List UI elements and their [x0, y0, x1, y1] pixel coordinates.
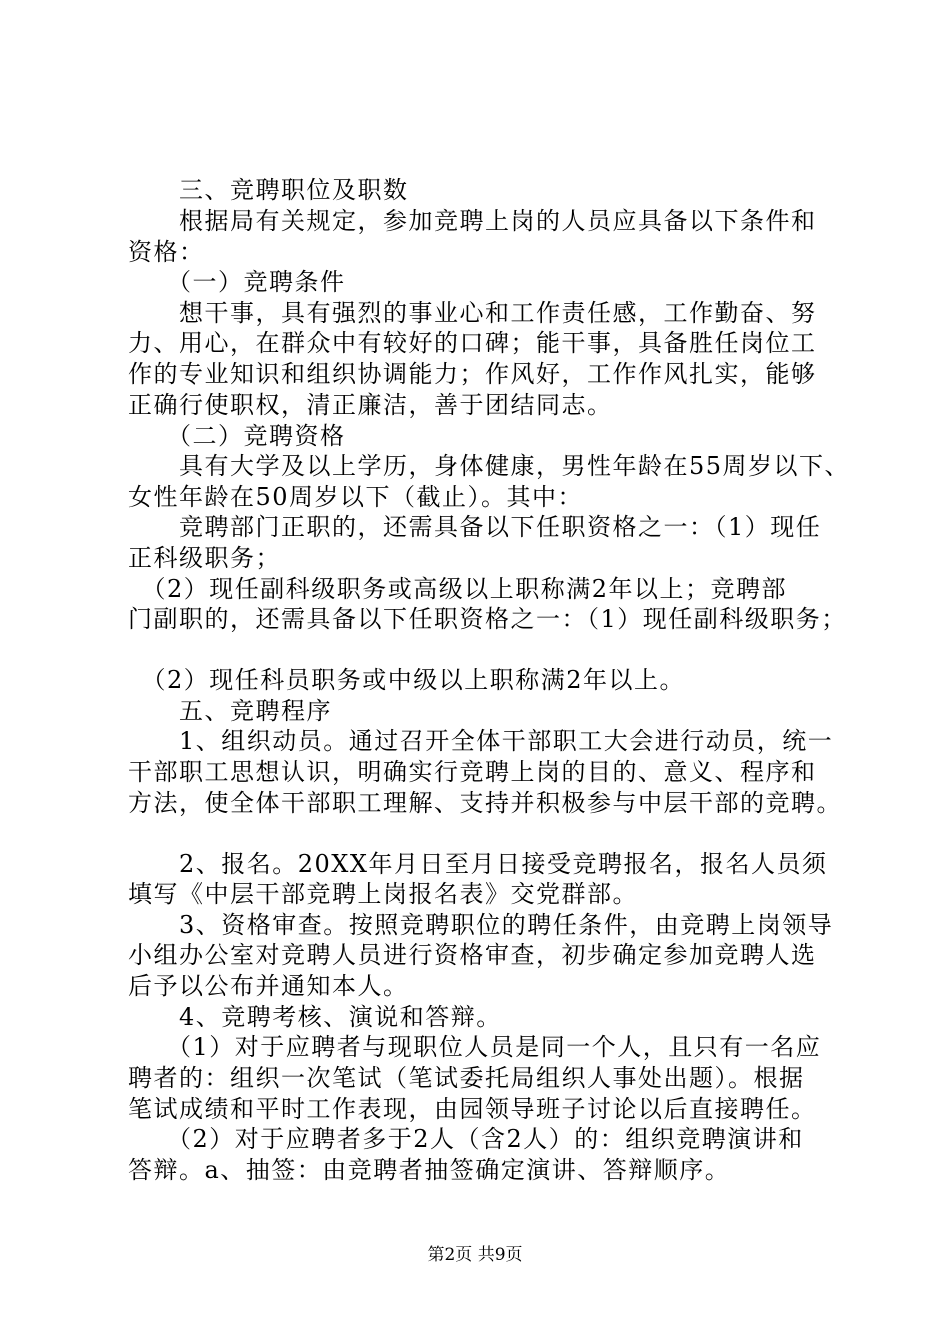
text-line: 想干事，具有强烈的事业心和工作责任感，工作勤奋、努 [128, 299, 817, 327]
text-line: 3、资格审查。按照竞聘职位的聘任条件，由竞聘上岗领导 [128, 911, 834, 939]
text-line: （2）现任副科级职务或高级以上职称满2年以上；竞聘部 [128, 575, 788, 603]
text-line: 方法，使全体干部职工理解、支持并积极参与中层干部的竞聘。 [128, 789, 842, 817]
text-line: 竞聘部门正职的，还需具备以下任职资格之一：（1）现任 [128, 513, 822, 541]
text-line: 1、组织动员。通过召开全体干部职工大会进行动员，统一 [128, 727, 834, 755]
text-line: 门副职的，还需具备以下任职资格之一：（1）现任副科级职务； [128, 605, 847, 633]
text-line: 2、报名。20XX年月日至月日接受竞聘报名，报名人员须 [128, 850, 828, 878]
text-line: （1）对于应聘者与现职位人员是同一个人，且只有一名应 [128, 1033, 822, 1061]
text-line: 答辩。a、抽签：由竞聘者抽签确定演讲、答辩顺序。 [128, 1156, 731, 1184]
text-line: 4、竞聘考核、演说和答辩。 [128, 1003, 502, 1031]
text-line: 小组办公室对竞聘人员进行资格审查，初步确定参加竞聘人选 [128, 941, 817, 969]
text-line: 具有大学及以上学历，身体健康，男性年龄在55周岁以下、 [128, 452, 851, 480]
text-line: 填写《中层干部竞聘上岗报名表》交党群部。 [128, 880, 638, 908]
text-line: （二）竞聘资格 [128, 422, 346, 450]
text-line: 干部职工思想认识，明确实行竞聘上岗的目的、意义、程序和 [128, 758, 817, 786]
text-line: 笔试成绩和平时工作表现，由园领导班子讨论以后直接聘任。 [128, 1095, 817, 1123]
text-line: 正确行使职权，清正廉洁，善于团结同志。 [128, 391, 613, 419]
text-line: 作的专业知识和组织协调能力；作风好，工作作风扎实，能够 [128, 360, 817, 388]
text-line: 三、竞聘职位及职数 [128, 176, 409, 204]
text-line: 根据局有关规定，参加竞聘上岗的人员应具备以下条件和 [128, 207, 817, 235]
text-line: 聘者的：组织一次笔试（笔试委托局组织人事处出题）。根据 [128, 1064, 805, 1092]
text-line: 后予以公布并通知本人。 [128, 972, 409, 1000]
text-line: （一）竞聘条件 [128, 268, 346, 296]
text-line: 资格： [128, 238, 205, 266]
page-footer: 第2页 共9页 [427, 1245, 523, 1265]
text-line: 力、用心，在群众中有较好的口碑；能干事，具备胜任岗位工 [128, 329, 817, 357]
text-line: 五、竞聘程序 [128, 697, 332, 725]
text-line: 女性年龄在50周岁以下（截止）。其中： [128, 483, 584, 511]
text-line: （2）现任科员职务或中级以上职称满2年以上。 [128, 666, 686, 694]
text-line: 正科级职务； [128, 544, 281, 572]
text-line: （2）对于应聘者多于2人（含2人）的：组织竞聘演讲和 [128, 1125, 804, 1153]
